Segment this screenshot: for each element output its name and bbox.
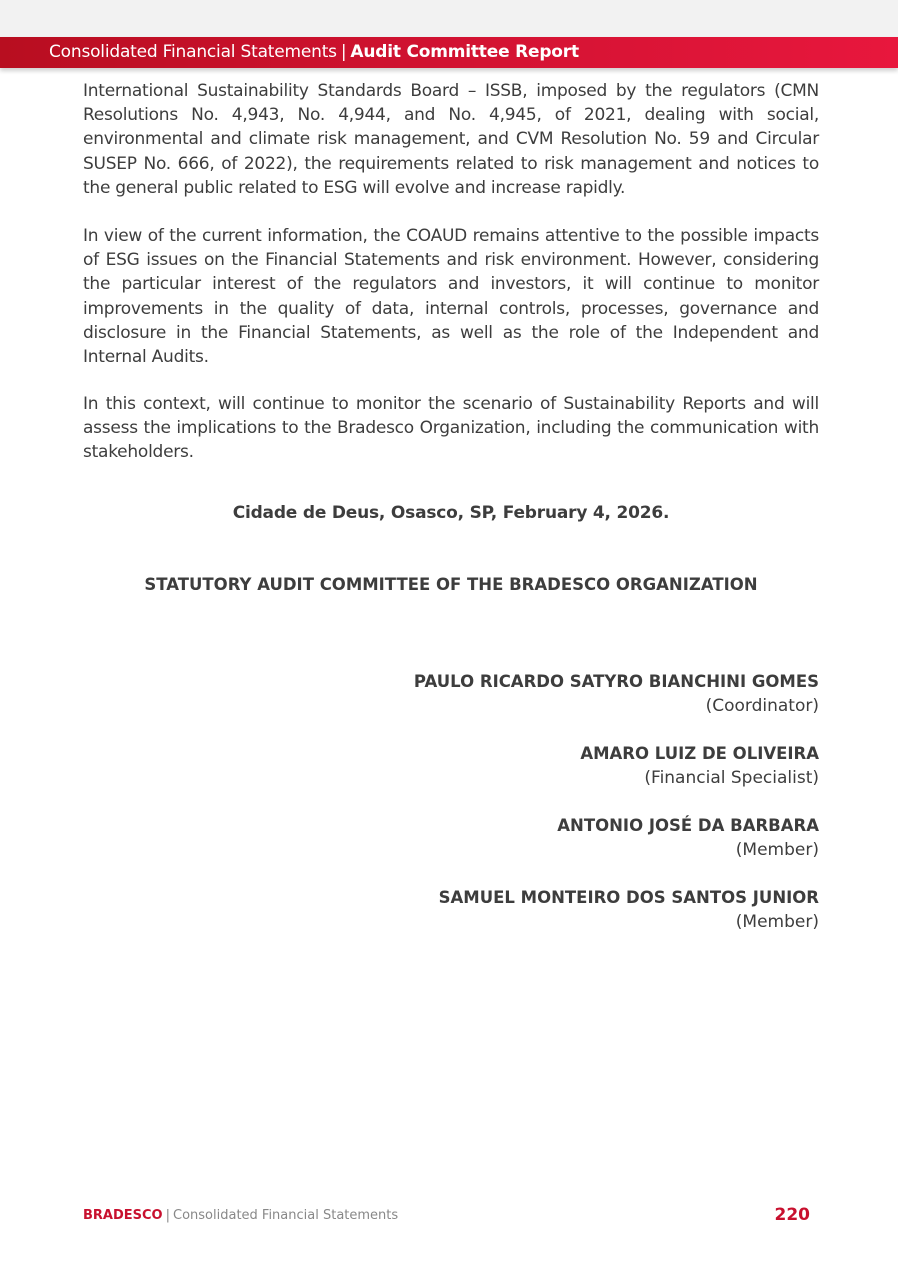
signatories-block bbox=[219, 670, 819, 958]
header-bar bbox=[0, 37, 898, 68]
footer-brand: BRADESCO bbox=[83, 1208, 163, 1223]
top-strip bbox=[0, 0, 898, 37]
signatory bbox=[219, 670, 819, 718]
committee-title: STATUTORY AUDIT COMMITTEE OF THE BRADESCO ORGANIZATION bbox=[144, 575, 758, 594]
header-separator: | bbox=[340, 42, 347, 62]
body-paragraph-2: In view of the current information, the COAUD remains attentive to the possible impacts of ESG issues on the Financial Statements and risk environment. However, considering the particular interest of the regulators and investors, it will continue to monitor improvements in the quality of data, internal controls, processes, governance and disclosure in the Financial Statements, as well as the role of the Independent and Internal Audits. bbox=[83, 226, 819, 368]
body-paragraph-3: In this context, will continue to monitor the scenario of Sustainability Reports and will assess the implications to the Bradesco Organization, including the communication with stakeholders. bbox=[83, 394, 819, 463]
signatory bbox=[219, 742, 819, 790]
footer-separator: | bbox=[165, 1208, 170, 1223]
body-paragraph-1: International Sustainability Standards Board – ISSB, imposed by the regulators (CMN Resolutions No. 4,943, No. 4,944, and No. 4,945, of 2021, dealing with social, environmental and climate risk management, and CVM Resolution No. 59 and Circular SUSEP No. 666, of 2022), the requirements related to risk management and notices to the general public related to ESG will evolve and increase rapidly. bbox=[83, 81, 819, 198]
signatory-role: (Coordinator) bbox=[705, 696, 819, 716]
header-report-name: Audit Committee Report bbox=[350, 42, 579, 62]
signatory-name: AMARO LUIZ DE OLIVEIRA bbox=[580, 744, 819, 763]
signatory-name: ANTONIO JOSÉ DA BARBARA bbox=[557, 816, 819, 835]
signatory-name: SAMUEL MONTEIRO DOS SANTOS JUNIOR bbox=[438, 888, 819, 907]
page-number: 220 bbox=[774, 1205, 810, 1225]
signatory bbox=[219, 886, 819, 934]
footer bbox=[83, 1207, 398, 1225]
signatory-role: (Financial Specialist) bbox=[644, 768, 819, 788]
signatory-name: PAULO RICARDO SATYRO BIANCHINI GOMES bbox=[413, 672, 819, 691]
signatory bbox=[219, 814, 819, 862]
place-and-date: Cidade de Deus, Osasco, SP, February 4, 2026. bbox=[232, 503, 670, 523]
header-title bbox=[49, 42, 579, 63]
signatory-role: (Member) bbox=[735, 912, 819, 932]
footer-document-title: Consolidated Financial Statements bbox=[173, 1208, 399, 1223]
header-section: Consolidated Financial Statements bbox=[49, 42, 337, 62]
signatory-role: (Member) bbox=[735, 840, 819, 860]
